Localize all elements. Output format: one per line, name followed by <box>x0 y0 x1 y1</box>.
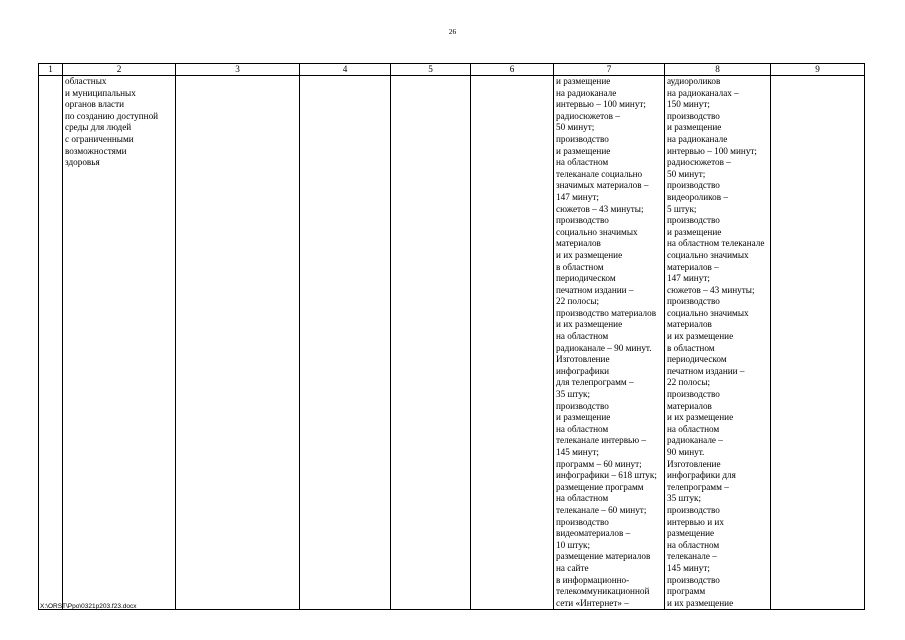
cell-col-2: областных и муниципальных органов власти по созданию доступной среды для людей с ограниченными возможностями здоровья <box>63 76 176 610</box>
cell-col-8: аудиороликов на радиоканалах – 150 минут; производство и размещение на радиоканале интервью – 100 минут; радиосюжетов – 50 минут; производство видеороликов – 5 штук; производство и размещение на областном телеканале социально значимых материалов – 147 минут; сюжетов – 43 минуты; производство социально значимых материалов и их размещение в областном периодическом печатном издании – 22 полосы; производство материалов и их размещение на областном радиоканале – 90 минут. Изготовление инфографики для телепрограмм – 35 штук; производство интервью и их размещение на областном телеканале – 145 минут; производство программ и их размещение <box>665 76 771 610</box>
cell-col-9 <box>771 76 865 610</box>
column-header-8: 8 <box>665 64 771 76</box>
page-number: 26 <box>448 27 457 36</box>
column-header-4: 4 <box>300 64 391 76</box>
cell-col-3 <box>176 76 300 610</box>
footer-file-path: X:\ORST\Ppo\0321p203.f23.docx <box>40 603 137 610</box>
column-header-1: 1 <box>39 64 63 76</box>
column-header-7: 7 <box>554 64 665 76</box>
table-row <box>39 76 865 610</box>
cell-col-6 <box>471 76 554 610</box>
cell-col-4 <box>300 76 391 610</box>
cell-col-5 <box>391 76 471 610</box>
document-table <box>38 63 865 610</box>
column-header-9: 9 <box>771 64 865 76</box>
table-header-row <box>39 64 865 76</box>
column-header-2: 2 <box>63 64 176 76</box>
column-header-6: 6 <box>471 64 554 76</box>
column-header-5: 5 <box>391 64 471 76</box>
cell-col-1 <box>39 76 63 610</box>
column-header-3: 3 <box>176 64 300 76</box>
cell-col-7: и размещение на радиоканале интервью – 100 минут; радиосюжетов – 50 минут; производство и размещение на областном телеканале социально значимых материалов – 147 минут; сюжетов – 43 минуты; производство социально значимых материалов и их размещение в областном периодическом печатном издании – 22 полосы; производство материалов и их размещение на областном радиоканале – 90 минут. Изготовление инфографики для телепрограмм – 35 штук; производство и размещение на областном телеканале интервью – 145 минут; программ – 60 минут; инфографики – 618 штук; размещение программ на областном телеканале – 60 минут; производство видеоматериалов – 10 штук; размещение материалов на сайте в информационно- телекоммуникационной сети «Интернет» – <box>554 76 665 610</box>
